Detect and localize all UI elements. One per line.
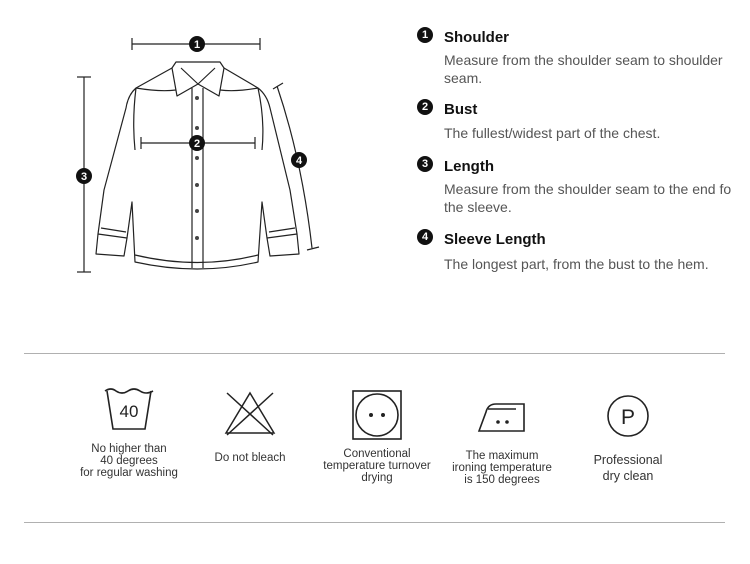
guide-description: Measure from the shoulder seam to the end fo the sleeve.: [444, 181, 732, 215]
svg-text:P: P: [620, 406, 636, 429]
guide-bust: [413, 99, 743, 157]
care-dry-clean: [553, 393, 703, 484]
wash-40-icon: [103, 385, 155, 433]
shirt-measurement-diagram: [0, 0, 400, 300]
number-badge: 3: [417, 156, 433, 172]
guide-title: Bust: [444, 101, 478, 118]
guide-title: Sleeve Length: [444, 231, 546, 248]
svg-text:40: 40: [119, 402, 139, 421]
guide-title: Shoulder: [444, 29, 510, 46]
guide-shoulder: [413, 27, 743, 100]
care-label: Do not bleach: [214, 452, 286, 464]
svg-text:2: 2: [193, 138, 201, 150]
svg-text:1: 1: [193, 39, 201, 51]
number-badge: 2: [417, 99, 433, 115]
guide-sleeve-length: [413, 229, 743, 273]
svg-text:4: 4: [295, 155, 303, 167]
collar: [172, 62, 224, 96]
iron-icon: [476, 398, 528, 434]
guide-description: The longest part, from the bust to the hem.: [444, 256, 709, 272]
tumble-dry-icon: [351, 389, 403, 441]
measurement-guide: [413, 28, 743, 273]
guide-description: The fullest/widest part of the chest.: [444, 125, 661, 141]
divider-top: [24, 353, 725, 354]
number-badge: 1: [417, 27, 433, 43]
care-label: The maximum ironing temperature is 150 degrees: [452, 450, 552, 486]
guide-length: [413, 156, 743, 230]
number-badge: 4: [417, 229, 433, 245]
dry-clean-icon: [605, 393, 651, 439]
svg-text:3: 3: [80, 171, 88, 183]
care-label: Conventional temperature turnover drying: [323, 448, 431, 484]
divider-bottom: [24, 522, 725, 523]
guide-title: Length: [444, 158, 494, 175]
care-label: No higher than 40 degrees for regular washing: [80, 443, 178, 479]
guide-description: Measure from the shoulder seam to shoulder seam.: [444, 52, 723, 86]
do-not-bleach-icon: [223, 390, 277, 436]
care-label: Professional dry clean: [593, 453, 663, 483]
